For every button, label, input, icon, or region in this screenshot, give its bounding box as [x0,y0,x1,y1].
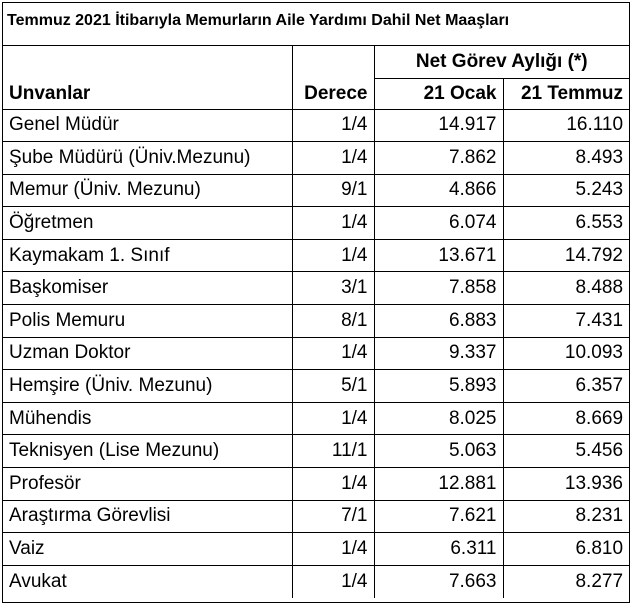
cell-july: 7.431 [503,305,629,338]
table-row [3,402,629,435]
cell-title: Araştırma Görevlisi [3,500,292,533]
cell-degree: 1/4 [292,109,374,142]
table-row [3,565,629,598]
cell-july: 8.277 [503,565,629,598]
cell-title: Profesör [3,468,292,501]
cell-january: 7.621 [374,500,503,533]
table-title: Temmuz 2021 İtibarıyla Memurların Aile Yardımı Dahil Net Maaşları [3,3,629,46]
cell-title: Avukat [3,565,292,598]
cell-january: 7.663 [374,565,503,598]
cell-degree: 1/4 [292,402,374,435]
cell-january: 9.337 [374,337,503,370]
cell-title: Şube Müdürü (Üniv.Mezunu) [3,142,292,175]
cell-title: Memur (Üniv. Mezunu) [3,174,292,207]
cell-title: Vaiz [3,533,292,566]
cell-july: 6.357 [503,370,629,403]
table-row [3,109,629,142]
cell-title: Genel Müdür [3,109,292,142]
cell-july: 10.093 [503,337,629,370]
cell-title: Mühendis [3,402,292,435]
table-row [3,272,629,305]
cell-january: 4.866 [374,174,503,207]
cell-degree: 8/1 [292,305,374,338]
header-degree: Derece [292,46,374,109]
header-january: 21 Ocak [374,78,503,109]
table-body [3,109,629,598]
cell-title: Hemşire (Üniv. Mezunu) [3,370,292,403]
cell-degree: 5/1 [292,370,374,403]
cell-degree: 3/1 [292,272,374,305]
cell-july: 6.553 [503,207,629,240]
cell-january: 7.858 [374,272,503,305]
cell-july: 6.810 [503,533,629,566]
header-row-group [3,46,629,78]
cell-degree: 1/4 [292,207,374,240]
table-row [3,370,629,403]
table-row [3,468,629,501]
cell-january: 6.883 [374,305,503,338]
cell-january: 14.917 [374,109,503,142]
cell-january: 13.671 [374,239,503,272]
cell-january: 12.881 [374,468,503,501]
cell-degree: 1/4 [292,142,374,175]
table-row [3,337,629,370]
cell-title: Öğretmen [3,207,292,240]
cell-july: 14.792 [503,239,629,272]
table-row [3,142,629,175]
cell-degree: 11/1 [292,435,374,468]
header-july: 21 Temmuz [503,78,629,109]
cell-january: 6.074 [374,207,503,240]
table-row [3,174,629,207]
salary-table-sheet [2,2,630,603]
cell-july: 8.488 [503,272,629,305]
table-row [3,305,629,338]
cell-july: 5.456 [503,435,629,468]
cell-july: 8.493 [503,142,629,175]
cell-july: 5.243 [503,174,629,207]
cell-degree: 1/4 [292,533,374,566]
cell-title: Kaymakam 1. Sınıf [3,239,292,272]
cell-july: 8.669 [503,402,629,435]
table-row [3,239,629,272]
cell-title: Teknisyen (Lise Mezunu) [3,435,292,468]
cell-july: 16.110 [503,109,629,142]
cell-july: 8.231 [503,500,629,533]
table-row [3,500,629,533]
cell-degree: 7/1 [292,500,374,533]
cell-title: Başkomiser [3,272,292,305]
cell-title: Polis Memuru [3,305,292,338]
table-row [3,207,629,240]
header-net-salary-group: Net Görev Aylığı (*) [374,46,629,78]
header-titles: Unvanlar [3,46,292,109]
cell-title: Uzman Doktor [3,337,292,370]
cell-january: 5.893 [374,370,503,403]
cell-degree: 1/4 [292,468,374,501]
salary-table [3,46,629,598]
cell-january: 8.025 [374,402,503,435]
cell-july: 13.936 [503,468,629,501]
cell-degree: 1/4 [292,239,374,272]
cell-january: 5.063 [374,435,503,468]
table-row [3,435,629,468]
cell-degree: 1/4 [292,337,374,370]
cell-degree: 1/4 [292,565,374,598]
table-row [3,533,629,566]
cell-january: 6.311 [374,533,503,566]
cell-january: 7.862 [374,142,503,175]
cell-degree: 9/1 [292,174,374,207]
